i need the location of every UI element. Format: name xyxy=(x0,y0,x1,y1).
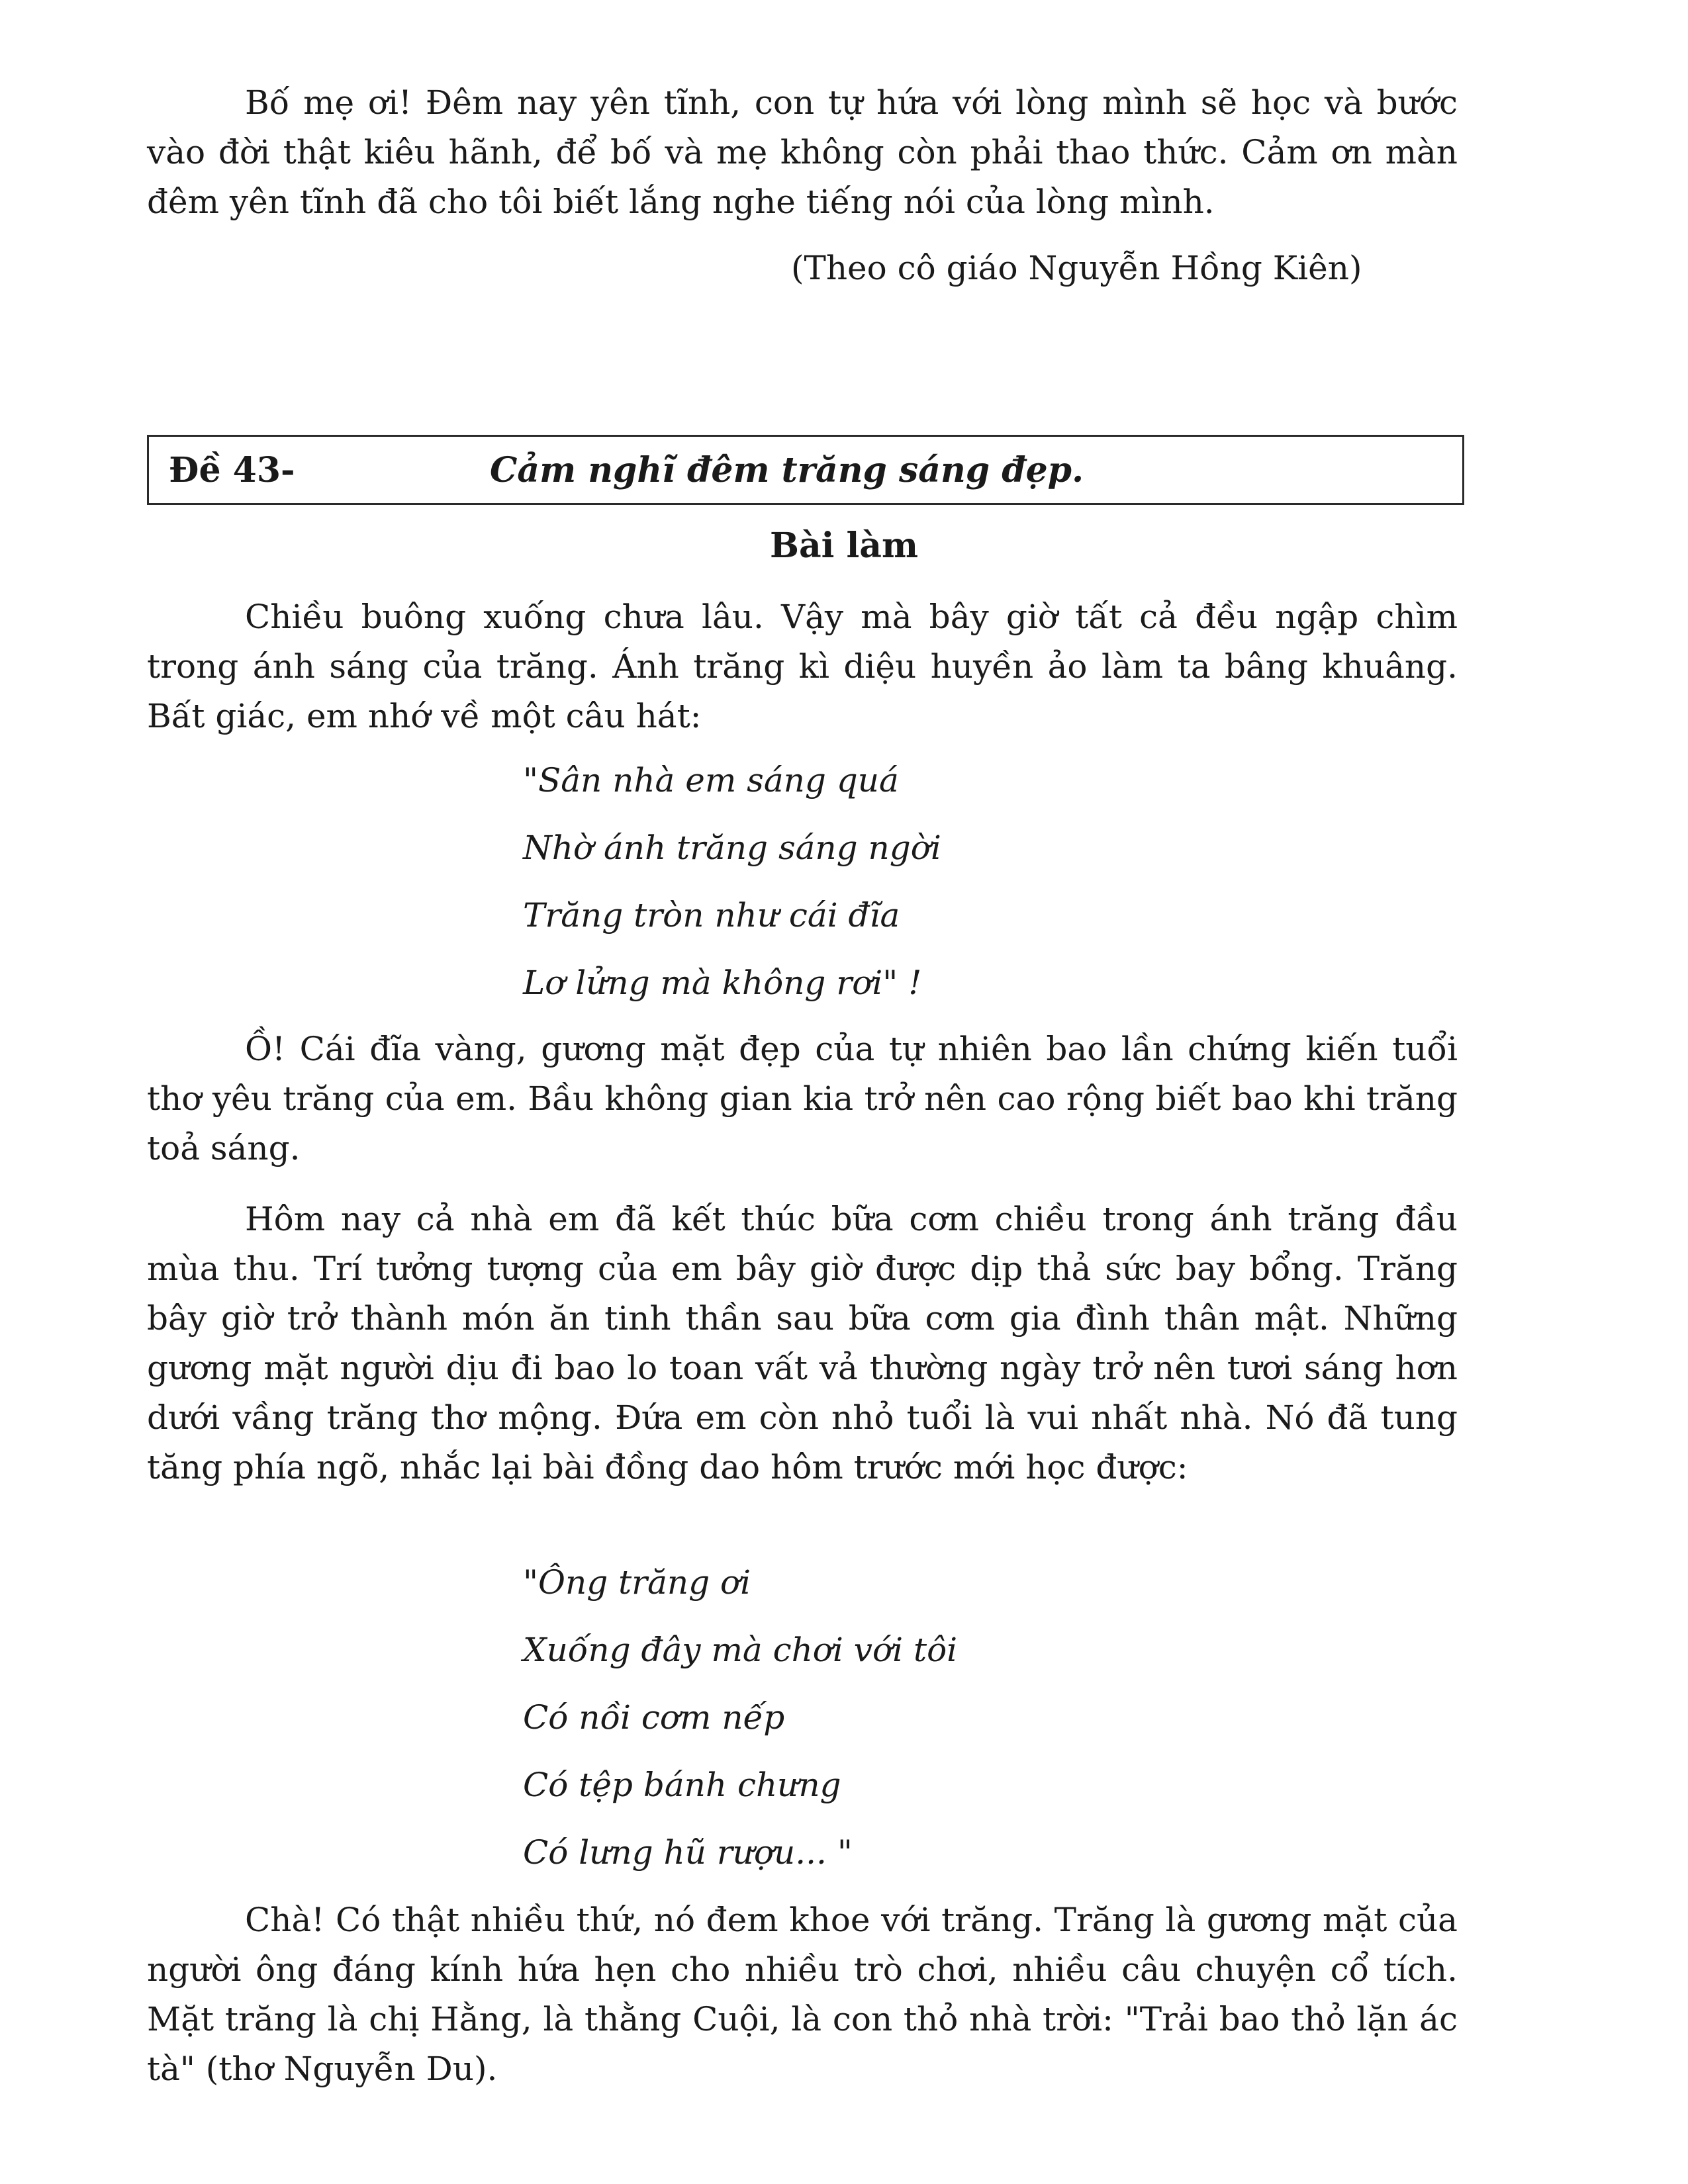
poem-line: Nhờ ánh trăng sáng ngời xyxy=(523,829,941,867)
essay-heading: Bài làm xyxy=(770,525,918,566)
poem-line: Có tệp bánh chưng xyxy=(523,1766,841,1804)
poem-1 xyxy=(523,747,941,1017)
poem-line: Trăng tròn như cái đĩa xyxy=(523,896,900,934)
poem-2 xyxy=(523,1549,957,1886)
poem-line: "Ông trăng ơi xyxy=(523,1563,751,1602)
essay-paragraph-4: Chà! Có thật nhiều thứ, nó đem khoe với trăng. Trăng là gương mặt của người ông đáng kính hứa hẹn cho nhiều trò chơi, nhiều câu chuyện cổ tích. Mặt trăng là chị Hằng, là thằng Cuội, là con thỏ nhà trời: "Trải bao thỏ lặn ác tà" (thơ Nguyễn Du). xyxy=(147,1901,1458,2088)
intro-paragraph: Bố mẹ ơi! Đêm nay yên tĩnh, con tự hứa với lòng mình sẽ học và bước vào đời thật kiêu hãnh, để bố và mẹ không còn phải thao thức. Cảm ơn màn đêm yên tĩnh đã cho tôi biết lắng nghe tiếng nói của lòng mình. xyxy=(147,83,1458,221)
poem-line: Lơ lửng mà không rơi" ! xyxy=(523,964,922,1002)
topic-title: Cảm nghĩ đêm trăng sáng đẹp. xyxy=(490,450,1084,490)
poem-line: "Sân nhà em sáng quá xyxy=(523,761,899,799)
essay-paragraph-3: Hôm nay cả nhà em đã kết thúc bữa cơm chiều trong ánh trăng đầu mùa thu. Trí tưởng tượng của em bây giờ được dịp thả sức bay bổng. Trăng bây giờ trở thành món ăn tinh thần sau bữa cơm gia đình thân mật. Những gương mặt người dịu đi bao lo toan vất vả thường ngày trở nên tươi sáng hơn dưới vầng trăng thơ mộng. Đứa em còn nhỏ tuổi là vui nhất nhà. Nó đã tung tăng phía ngõ, nhắc lại bài đồng dao hôm trước mới học được: xyxy=(147,1200,1458,1486)
attribution: (Theo cô giáo Nguyễn Hồng Kiên) xyxy=(791,249,1362,287)
poem-line: Có nồi cơm nếp xyxy=(523,1698,785,1737)
topic-number: Đề 43- xyxy=(169,450,295,490)
essay-paragraph-2: Ồ! Cái đĩa vàng, gương mặt đẹp của tự nhiên bao lần chứng kiến tuổi thơ yêu trăng của em. Bầu không gian kia trở nên cao rộng biết bao khi trăng toả sáng. xyxy=(147,1030,1458,1167)
poem-line: Có lưng hũ rượu... " xyxy=(523,1833,853,1872)
poem-line: Xuống đây mà chơi với tôi xyxy=(523,1631,958,1669)
essay-paragraph-1: Chiều buông xuống chưa lâu. Vậy mà bây giờ tất cả đều ngập chìm trong ánh sáng của trăng. Ánh trăng kì diệu huyền ảo làm ta bâng khuâng. Bất giác, em nhớ về một câu hát: xyxy=(147,598,1458,735)
topic-title-box xyxy=(147,435,1464,505)
